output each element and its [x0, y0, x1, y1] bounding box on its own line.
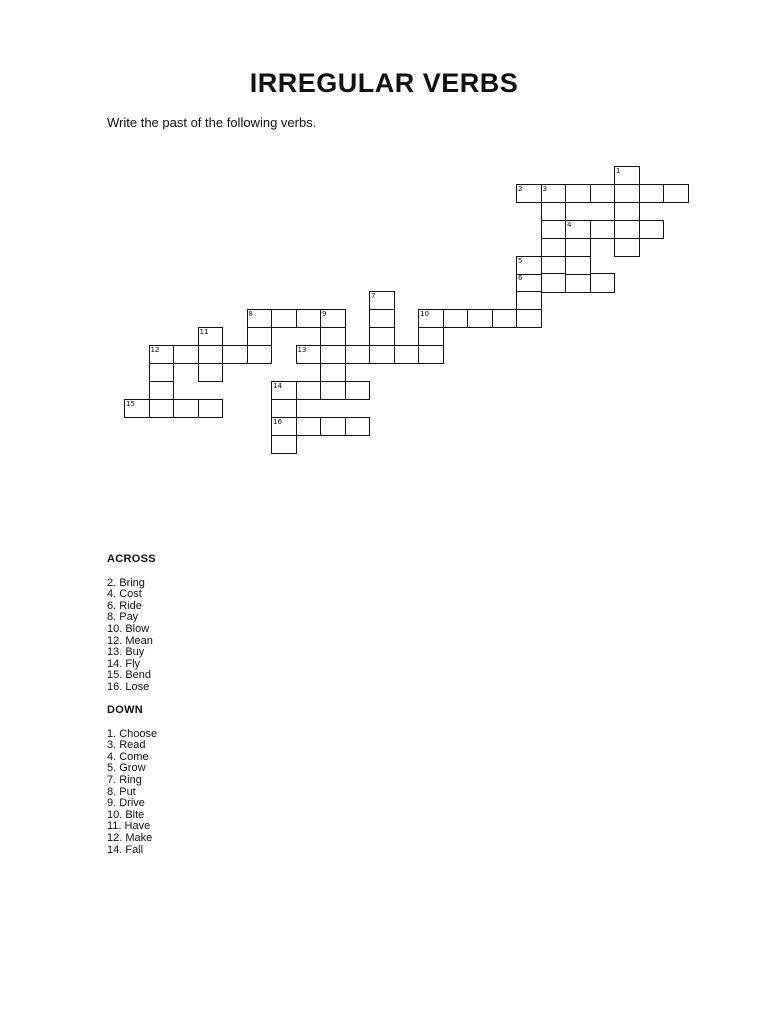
crossword-cell[interactable]	[345, 417, 371, 436]
crossword-cell[interactable]	[296, 345, 322, 364]
down-clue: 11. Have	[107, 820, 151, 833]
crossword-cell[interactable]	[247, 345, 273, 364]
crossword-cell[interactable]	[369, 327, 395, 346]
crossword-cell[interactable]	[320, 417, 346, 436]
clue-number: 5	[518, 256, 523, 265]
crossword-cell[interactable]	[663, 184, 689, 203]
crossword-cell[interactable]	[639, 220, 665, 239]
crossword-cell[interactable]	[394, 345, 420, 364]
clue-number: 14	[273, 381, 282, 390]
crossword-cell[interactable]	[565, 184, 591, 203]
crossword-cell[interactable]	[614, 184, 640, 203]
across-clue: 13. Buy	[107, 646, 145, 659]
crossword-cell[interactable]	[124, 399, 150, 418]
clue-number: 2	[518, 184, 523, 193]
across-clue: 14. Fly	[107, 657, 141, 670]
crossword-cell[interactable]	[198, 399, 224, 418]
down-clue: 10. Bite	[107, 808, 145, 821]
crossword-cell[interactable]	[541, 202, 567, 221]
across-heading: ACROSS	[107, 553, 156, 565]
crossword-cell[interactable]	[247, 309, 273, 328]
across-clue: 2. Bring	[107, 576, 145, 589]
crossword-cell[interactable]	[541, 220, 567, 239]
clue-number: 12	[150, 346, 160, 354]
crossword-cell[interactable]	[418, 309, 444, 328]
down-clue: 5. Grow	[107, 762, 146, 775]
instructions: Write the past of the following verbs.	[107, 115, 317, 130]
across-clue: 4. Cost	[107, 588, 142, 601]
clue-number: 11	[199, 328, 209, 337]
crossword-cell[interactable]	[320, 309, 346, 328]
across-clue: 10. Blow	[107, 622, 150, 635]
crossword-cell[interactable]	[516, 309, 542, 328]
crossword-cell[interactable]	[541, 238, 567, 257]
crossword-cell[interactable]	[516, 273, 542, 292]
down-clue: 7. Ring	[107, 773, 142, 786]
crossword-cell[interactable]	[296, 309, 322, 328]
crossword-cell[interactable]	[443, 309, 469, 328]
crossword-cell[interactable]	[492, 309, 518, 328]
clue-number: 16	[273, 417, 282, 426]
across-clue: 8. Pay	[107, 611, 139, 624]
down-clue: 3. Read	[107, 739, 146, 752]
crossword-cell[interactable]	[247, 327, 273, 346]
crossword-cell[interactable]	[418, 345, 444, 364]
crossword-cell[interactable]	[369, 309, 395, 328]
crossword-cell[interactable]	[198, 327, 224, 346]
down-clue: 1. Choose	[107, 727, 158, 740]
crossword-cell[interactable]	[565, 238, 591, 257]
down-clues	[107, 705, 157, 856]
crossword-cell[interactable]	[541, 184, 567, 203]
across-clue: 6. Ride	[107, 599, 142, 612]
crossword-cell[interactable]	[345, 345, 371, 364]
crossword-cell[interactable]	[320, 327, 346, 346]
clue-number: 10	[420, 310, 429, 319]
across-clue: 15. Bend	[107, 669, 152, 682]
crossword-cell[interactable]	[198, 345, 224, 364]
crossword-cell[interactable]	[149, 399, 175, 418]
crossword-cell[interactable]	[296, 381, 322, 400]
crossword-cell[interactable]	[320, 363, 346, 382]
crossword-cell[interactable]	[516, 291, 542, 310]
clue-number: 4	[567, 220, 572, 229]
clue-number: 6	[518, 274, 523, 283]
crossword-cell[interactable]	[418, 327, 444, 346]
crossword-cell[interactable]	[590, 184, 616, 203]
crossword-cell[interactable]	[590, 220, 616, 239]
clue-number: 3	[542, 184, 547, 193]
crossword-cell[interactable]	[271, 399, 297, 418]
clue-number: 9	[322, 310, 327, 319]
crossword-cell[interactable]	[565, 256, 591, 275]
crossword-cell[interactable]	[516, 184, 542, 203]
crossword-cell[interactable]	[369, 345, 395, 364]
crossword-cell[interactable]	[271, 381, 297, 400]
crossword-cell[interactable]	[590, 273, 616, 292]
crossword-cell[interactable]	[149, 363, 175, 382]
across-clues	[107, 554, 156, 694]
crossword-cell[interactable]	[614, 238, 640, 257]
crossword-cell[interactable]	[639, 184, 665, 203]
crossword-cell[interactable]	[271, 435, 297, 454]
crossword-cell[interactable]	[149, 345, 175, 364]
crossword-cell[interactable]	[565, 273, 591, 292]
down-heading: DOWN	[107, 704, 144, 716]
crossword-cell[interactable]	[296, 417, 322, 436]
crossword-cell[interactable]	[173, 399, 199, 418]
down-clue: 14. Fall	[107, 843, 144, 856]
crossword-cell[interactable]	[320, 381, 346, 400]
crossword-cell[interactable]	[198, 363, 224, 382]
crossword-cell[interactable]	[222, 345, 248, 364]
across-clue: 16. Lose	[107, 680, 150, 693]
crossword-cell[interactable]	[614, 220, 640, 239]
across-clue: 12. Mean	[107, 634, 153, 647]
clue-number: 13	[297, 346, 307, 354]
clue-number: 1	[616, 167, 621, 175]
down-clue: 12. Make	[107, 831, 153, 844]
clue-number: 15	[126, 399, 135, 408]
down-clue: 8. Put	[107, 785, 136, 798]
crossword-cell[interactable]	[149, 381, 175, 400]
crossword-cell[interactable]	[345, 381, 371, 400]
crossword-cell[interactable]	[271, 417, 297, 436]
page-title: IRREGULAR VERBS	[249, 68, 519, 98]
crossword-cell[interactable]	[614, 202, 640, 221]
down-clue: 4. Come	[107, 750, 149, 763]
crossword-cell[interactable]	[173, 345, 199, 364]
crossword-cell[interactable]	[271, 309, 297, 328]
crossword-cell[interactable]	[369, 291, 395, 310]
crossword-cell[interactable]	[614, 166, 640, 185]
down-clue: 9. Drive	[107, 797, 145, 810]
clue-number: 8	[248, 310, 253, 319]
crossword-cell[interactable]	[467, 309, 493, 328]
clue-number: 7	[371, 292, 376, 301]
crossword-cell[interactable]	[541, 273, 567, 292]
crossword-cell[interactable]	[565, 220, 591, 239]
crossword-cell[interactable]	[320, 345, 346, 364]
crossword-cell[interactable]	[516, 256, 542, 275]
